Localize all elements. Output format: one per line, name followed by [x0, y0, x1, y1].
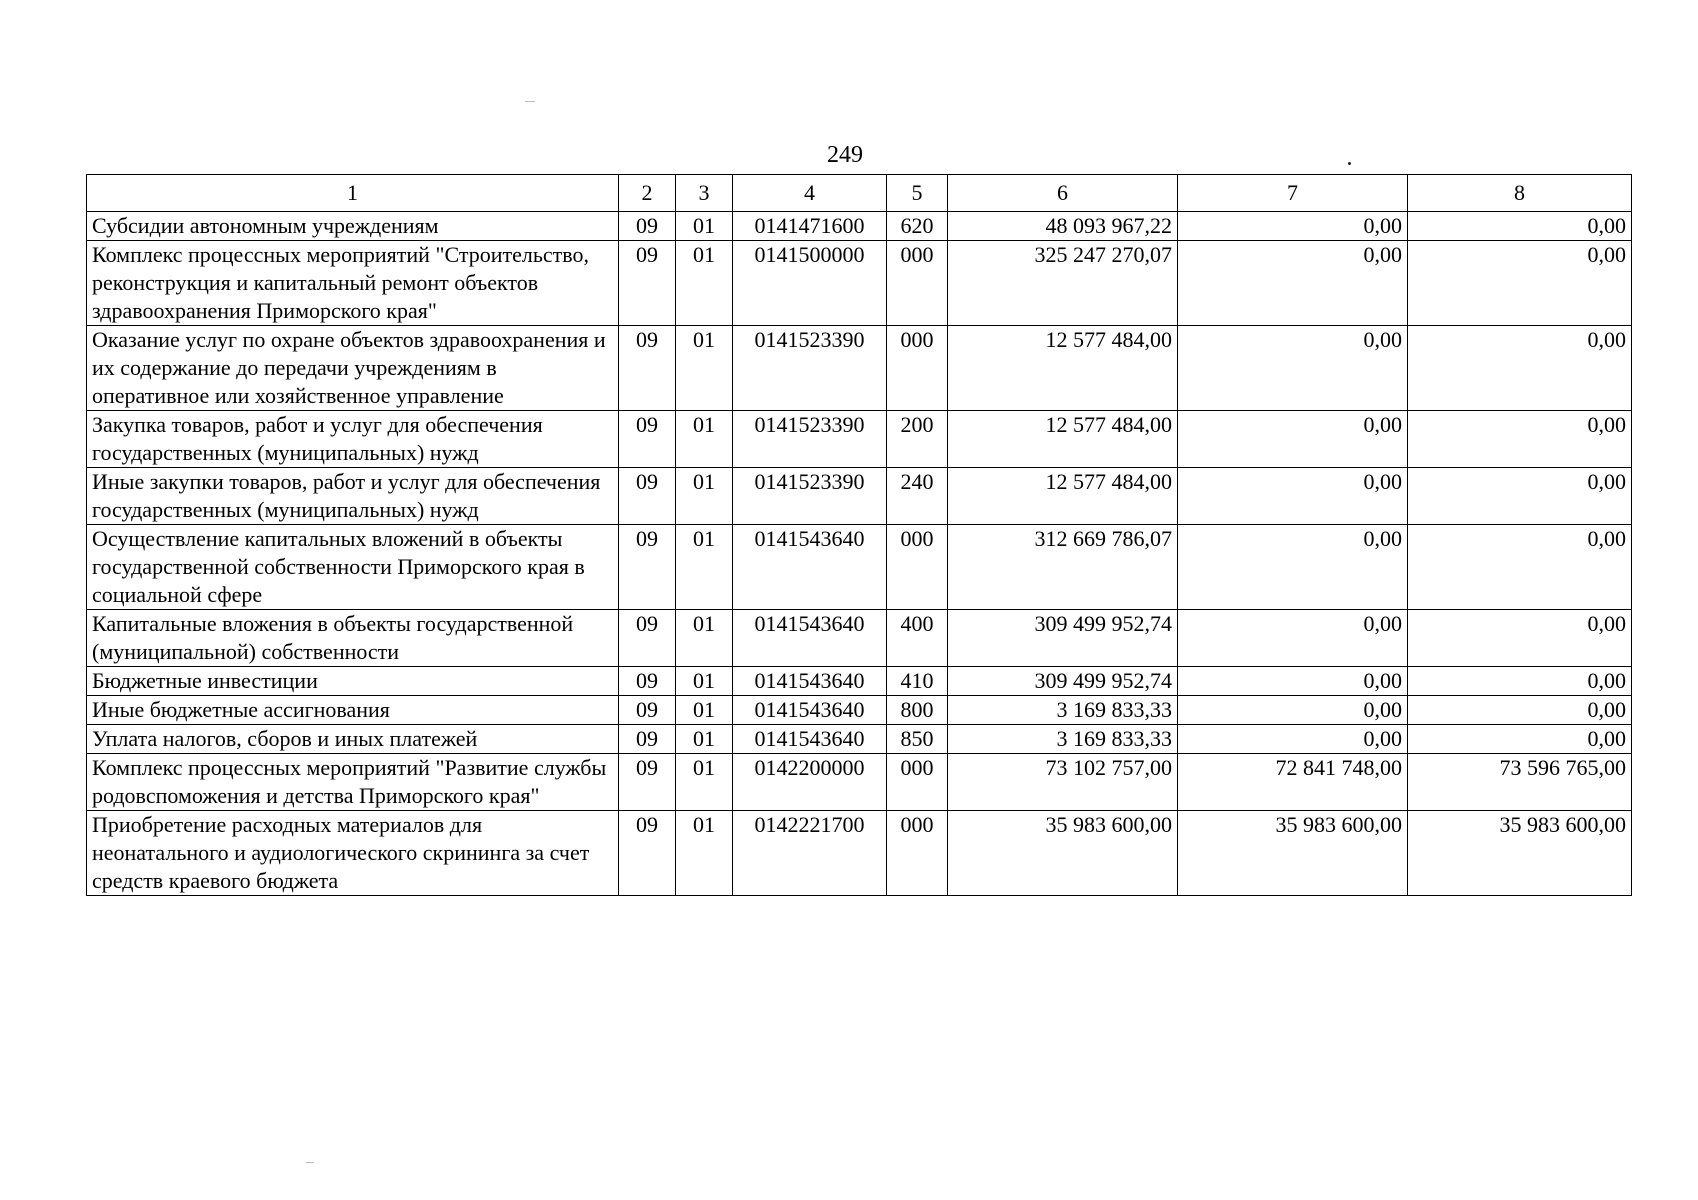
row-section: 09	[619, 212, 676, 241]
row-amount-col8: 0,00	[1408, 610, 1632, 667]
table-row	[87, 811, 1632, 896]
table-row	[87, 696, 1632, 725]
row-target-article: 0142221700	[733, 811, 887, 896]
row-target-article: 0141543640	[733, 667, 887, 696]
row-subsection: 01	[676, 468, 733, 525]
row-amount-col6: 309 499 952,74	[948, 667, 1178, 696]
row-expense-type: 000	[887, 811, 948, 896]
row-amount-col7: 72 841 748,00	[1178, 754, 1408, 811]
row-name: Капитальные вложения в объекты государственной (муниципальной) собственности	[87, 610, 619, 667]
row-expense-type: 240	[887, 468, 948, 525]
row-target-article: 0141523390	[733, 411, 887, 468]
row-subsection: 01	[676, 411, 733, 468]
row-name: Осуществление капитальных вложений в объекты государственной собственности Приморского края в социальной сфере	[87, 525, 619, 610]
row-section: 09	[619, 811, 676, 896]
row-amount-col7: 35 983 600,00	[1178, 811, 1408, 896]
table-row	[87, 610, 1632, 667]
row-amount-col8: 0,00	[1408, 411, 1632, 468]
row-section: 09	[619, 610, 676, 667]
column-header: 8	[1408, 175, 1632, 212]
row-amount-col7: 0,00	[1178, 468, 1408, 525]
column-header: 1	[87, 175, 619, 212]
scan-speck	[1348, 162, 1351, 165]
row-target-article: 0141523390	[733, 326, 887, 411]
row-subsection: 01	[676, 212, 733, 241]
row-name: Приобретение расходных материалов для неонатального и аудиологического скрининга за счет средств краевого бюджета	[87, 811, 619, 896]
budget-table	[86, 174, 1632, 896]
row-amount-col7: 0,00	[1178, 326, 1408, 411]
row-subsection: 01	[676, 610, 733, 667]
row-amount-col6: 3 169 833,33	[948, 696, 1178, 725]
row-subsection: 01	[676, 696, 733, 725]
page-number	[0, 143, 1698, 167]
row-amount-col7: 0,00	[1178, 411, 1408, 468]
row-expense-type: 800	[887, 696, 948, 725]
table-row	[87, 667, 1632, 696]
row-amount-col6: 12 577 484,00	[948, 468, 1178, 525]
row-subsection: 01	[676, 811, 733, 896]
row-subsection: 01	[676, 525, 733, 610]
table-row	[87, 725, 1632, 754]
table-row	[87, 411, 1632, 468]
row-name: Бюджетные инвестиции	[87, 667, 619, 696]
row-amount-col7: 0,00	[1178, 667, 1408, 696]
row-target-article: 0141523390	[733, 468, 887, 525]
row-name: Уплата налогов, сборов и иных платежей	[87, 725, 619, 754]
row-section: 09	[619, 754, 676, 811]
row-name: Иные закупки товаров, работ и услуг для обеспечения государственных (муниципальных) нужд	[87, 468, 619, 525]
row-expense-type: 000	[887, 754, 948, 811]
row-section: 09	[619, 696, 676, 725]
row-target-article: 0141500000	[733, 241, 887, 326]
row-amount-col7: 0,00	[1178, 725, 1408, 754]
row-target-article: 0141543640	[733, 525, 887, 610]
row-amount-col8: 0,00	[1408, 212, 1632, 241]
row-subsection: 01	[676, 667, 733, 696]
row-amount-col8: 35 983 600,00	[1408, 811, 1632, 896]
row-amount-col7: 0,00	[1178, 212, 1408, 241]
row-name: Субсидии автономным учреждениям	[87, 212, 619, 241]
row-amount-col8: 0,00	[1408, 468, 1632, 525]
column-header: 2	[619, 175, 676, 212]
scan-speck	[306, 1162, 314, 1163]
table-row	[87, 468, 1632, 525]
table-body	[87, 212, 1632, 896]
row-amount-col6: 35 983 600,00	[948, 811, 1178, 896]
row-amount-col7: 0,00	[1178, 610, 1408, 667]
row-name: Комплекс процессных мероприятий "Строительство, реконструкция и капитальный ремонт объектов здравоохранения Приморского края"	[87, 241, 619, 326]
row-subsection: 01	[676, 326, 733, 411]
row-section: 09	[619, 411, 676, 468]
row-section: 09	[619, 725, 676, 754]
table-row	[87, 326, 1632, 411]
column-header: 5	[887, 175, 948, 212]
row-section: 09	[619, 326, 676, 411]
row-amount-col6: 325 247 270,07	[948, 241, 1178, 326]
row-amount-col7: 0,00	[1178, 696, 1408, 725]
scan-speck	[525, 101, 535, 102]
row-name: Закупка товаров, работ и услуг для обеспечения государственных (муниципальных) нужд	[87, 411, 619, 468]
column-header: 4	[733, 175, 887, 212]
row-target-article: 0141543640	[733, 725, 887, 754]
row-expense-type: 850	[887, 725, 948, 754]
row-expense-type: 620	[887, 212, 948, 241]
row-amount-col8: 0,00	[1408, 725, 1632, 754]
row-amount-col6: 48 093 967,22	[948, 212, 1178, 241]
row-name: Оказание услуг по охране объектов здравоохранения и их содержание до передачи учреждениям в оперативное или хозяйственное управление	[87, 326, 619, 411]
row-expense-type: 200	[887, 411, 948, 468]
column-header: 3	[676, 175, 733, 212]
row-section: 09	[619, 241, 676, 326]
row-amount-col6: 12 577 484,00	[948, 411, 1178, 468]
table-row	[87, 754, 1632, 811]
row-amount-col6: 12 577 484,00	[948, 326, 1178, 411]
row-amount-col8: 0,00	[1408, 667, 1632, 696]
row-amount-col6: 312 669 786,07	[948, 525, 1178, 610]
row-amount-col6: 3 169 833,33	[948, 725, 1178, 754]
row-name: Комплекс процессных мероприятий "Развитие службы родовспоможения и детства Приморского края"	[87, 754, 619, 811]
row-subsection: 01	[676, 725, 733, 754]
row-amount-col7: 0,00	[1178, 525, 1408, 610]
row-amount-col7: 0,00	[1178, 241, 1408, 326]
row-target-article: 0141471600	[733, 212, 887, 241]
row-expense-type: 410	[887, 667, 948, 696]
row-target-article: 0141543640	[733, 696, 887, 725]
column-header: 6	[948, 175, 1178, 212]
row-target-article: 0141543640	[733, 610, 887, 667]
row-amount-col6: 309 499 952,74	[948, 610, 1178, 667]
row-amount-col8: 0,00	[1408, 326, 1632, 411]
row-amount-col8: 0,00	[1408, 241, 1632, 326]
table-row	[87, 525, 1632, 610]
row-amount-col8: 73 596 765,00	[1408, 754, 1632, 811]
page-number-text: 249	[827, 142, 863, 168]
row-amount-col6: 73 102 757,00	[948, 754, 1178, 811]
row-name: Иные бюджетные ассигнования	[87, 696, 619, 725]
row-expense-type: 000	[887, 326, 948, 411]
row-section: 09	[619, 525, 676, 610]
row-expense-type: 000	[887, 241, 948, 326]
row-section: 09	[619, 667, 676, 696]
row-amount-col8: 0,00	[1408, 525, 1632, 610]
row-expense-type: 400	[887, 610, 948, 667]
row-target-article: 0142200000	[733, 754, 887, 811]
row-subsection: 01	[676, 241, 733, 326]
table-row	[87, 241, 1632, 326]
table-row	[87, 212, 1632, 241]
row-subsection: 01	[676, 754, 733, 811]
row-amount-col8: 0,00	[1408, 696, 1632, 725]
row-expense-type: 000	[887, 525, 948, 610]
column-header: 7	[1178, 175, 1408, 212]
table-header-row	[87, 175, 1632, 212]
row-section: 09	[619, 468, 676, 525]
